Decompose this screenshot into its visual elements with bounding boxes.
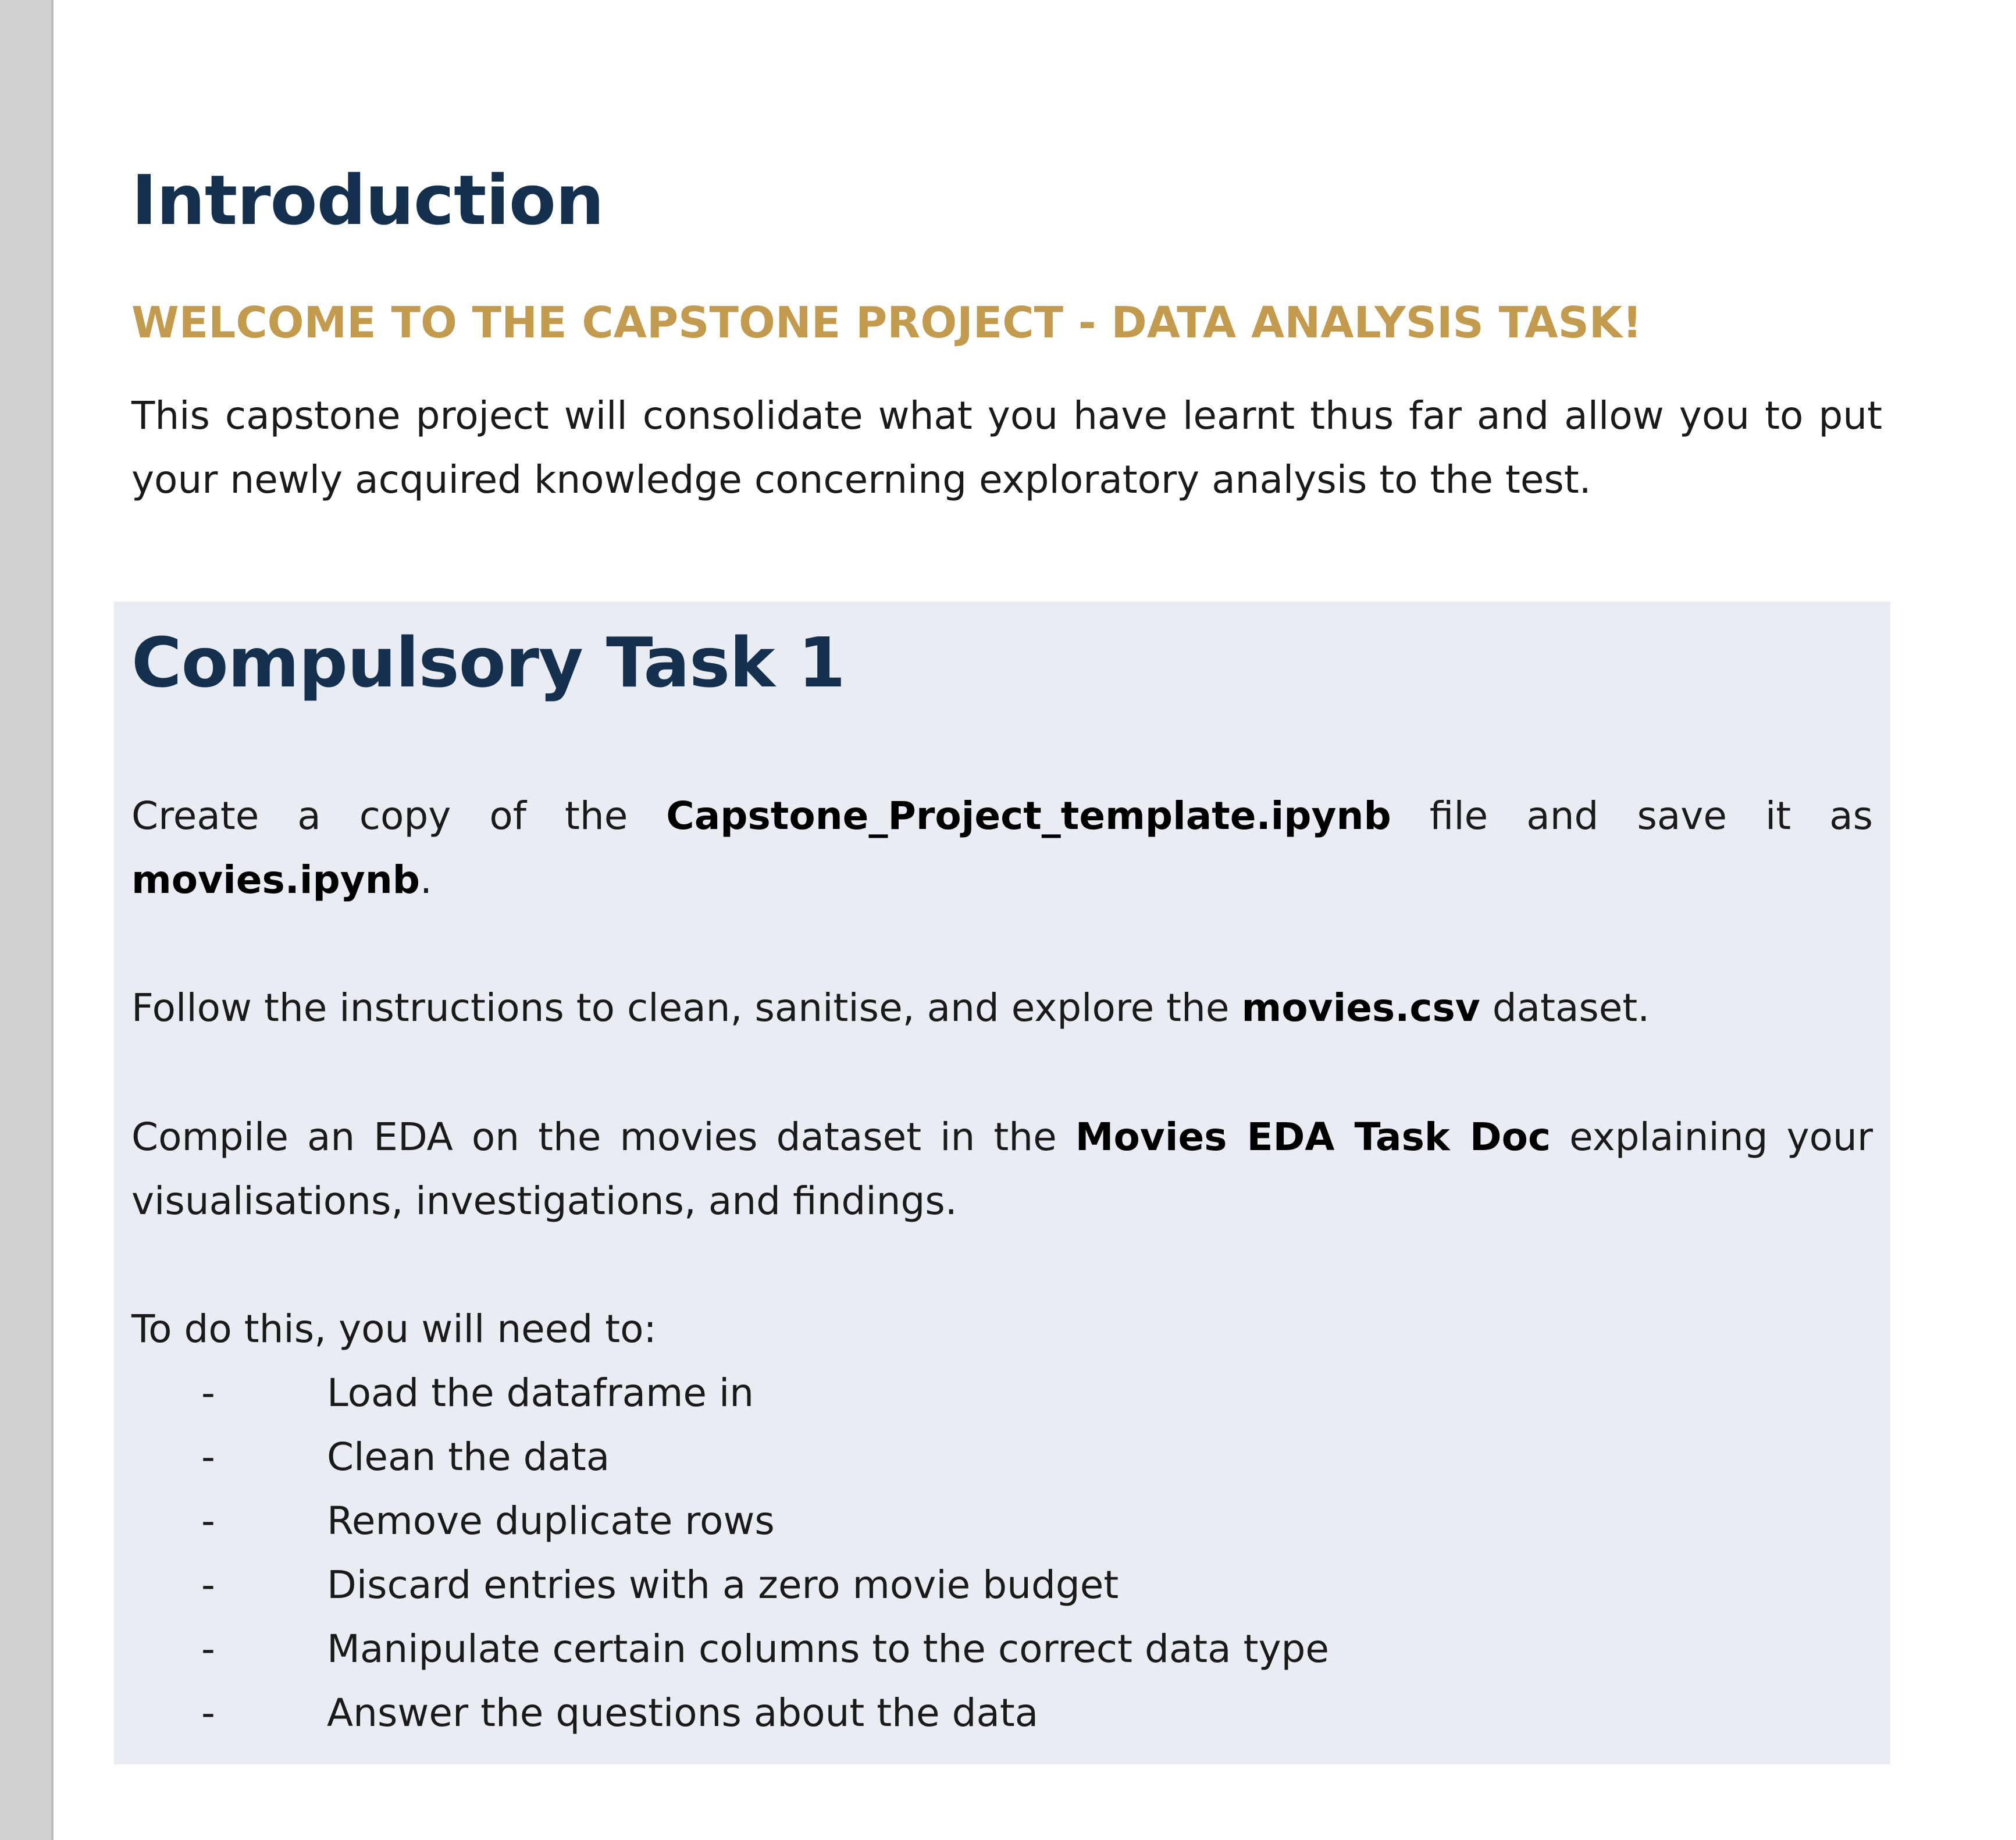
step-text: Remove duplicate rows — [327, 1499, 775, 1543]
task-instruction-explore — [131, 976, 1873, 1040]
step-text: Clean the data — [327, 1435, 610, 1479]
step-text: Manipulate certain columns to the correct data type — [327, 1627, 1330, 1671]
left-margin-gutter — [0, 0, 54, 1840]
introduction-heading: Introduction — [131, 160, 604, 240]
task-instruction-copy — [131, 784, 1873, 912]
step-text: Load the dataframe in — [327, 1371, 754, 1415]
p1-middle: file and save it as — [1391, 793, 1873, 838]
steps-lead: To do this, you will need to: — [131, 1307, 657, 1351]
dash-bullet: - — [201, 1499, 215, 1543]
p1-prefix: Create a copy of the — [131, 793, 667, 838]
target-filename: movies.ipynb — [131, 857, 420, 902]
p2-suffix: dataset. — [1480, 985, 1650, 1030]
step-text: Answer the questions about the data — [327, 1690, 1039, 1735]
dash-bullet: - — [201, 1435, 215, 1479]
p3-prefix: Compile an EDA on the movies dataset in the — [131, 1115, 1075, 1159]
dash-bullet: - — [201, 1627, 215, 1671]
dash-bullet: - — [201, 1563, 215, 1607]
template-filename: Capstone_Project_template.ipynb — [666, 793, 1391, 838]
dataset-filename: movies.csv — [1241, 985, 1480, 1030]
dash-bullet: - — [201, 1690, 215, 1735]
task-instruction-eda — [131, 1105, 1873, 1233]
p2-prefix: Follow the instructions to clean, sanitise, and explore the — [131, 985, 1242, 1030]
dash-bullet: - — [201, 1371, 215, 1415]
compulsory-task-heading: Compulsory Task 1 — [131, 622, 845, 703]
eda-doc-name: Movies EDA Task Doc — [1075, 1115, 1551, 1159]
intro-paragraph: This capstone project will consolidate what you have learnt thus far and allow you to put your newly acquired knowledge concerning exploratory analysis to the test. — [131, 393, 1882, 502]
p3-suffix: explaining your visualisations, investigations, and findings. — [131, 1115, 1873, 1223]
step-text: Discard entries with a zero movie budget — [327, 1563, 1119, 1607]
welcome-subheading: WELCOME TO THE CAPSTONE PROJECT - DATA ANALYSIS TASK! — [131, 298, 1643, 348]
p1-suffix: . — [420, 857, 432, 902]
